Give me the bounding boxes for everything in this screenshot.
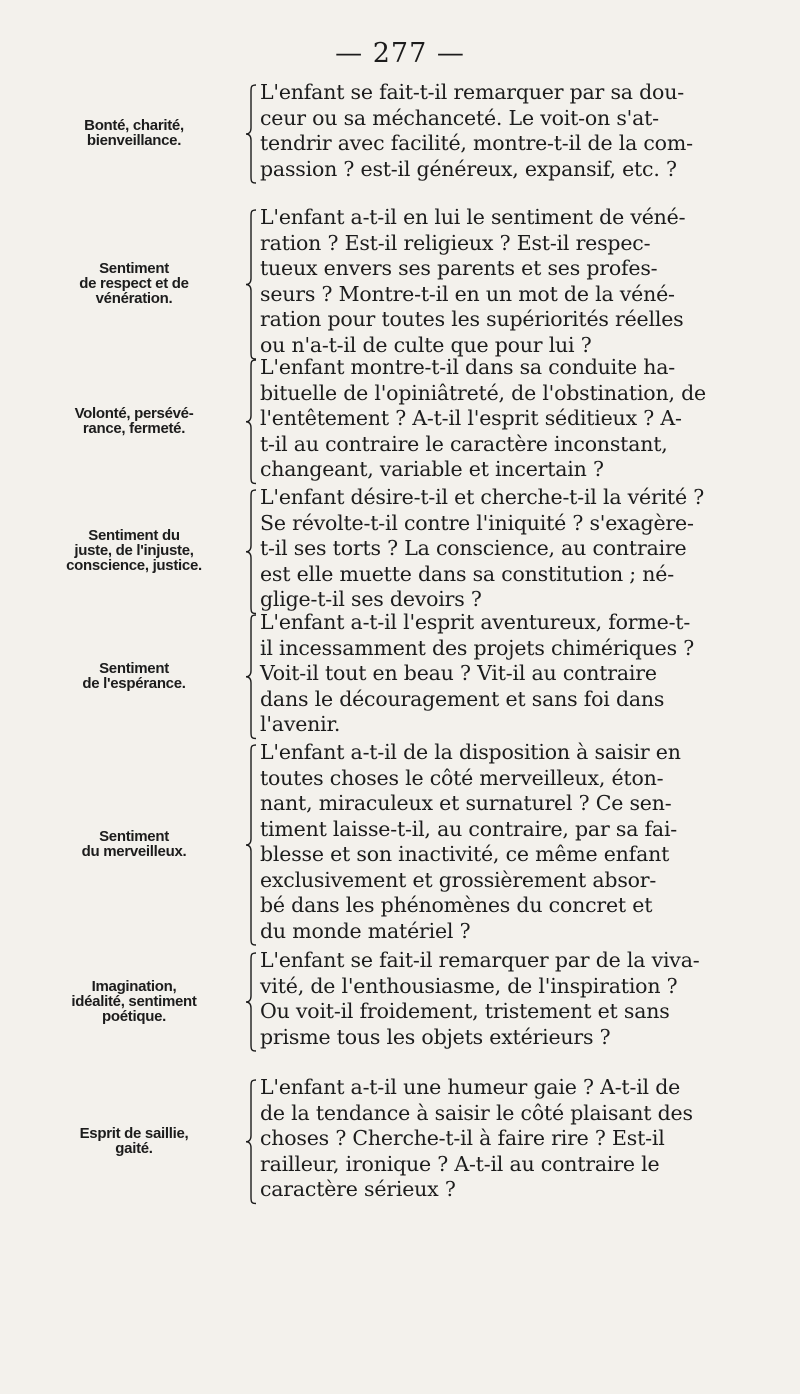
entry-text-line: timent laisse-t-il, au contraire, par sa fai- bbox=[260, 816, 678, 841]
entry-text-line: est elle muette dans sa constitution ; né- bbox=[260, 561, 674, 586]
entry-text-line: tendrir avec facilité, montre-t-il de la com- bbox=[260, 131, 693, 155]
entry-text-line: bé dans les phénomènes du concret et bbox=[260, 893, 653, 917]
entry bbox=[0, 80, 800, 182]
entry-text-line: nant, miraculeux et surnaturel ? Ce sen- bbox=[260, 791, 672, 815]
entry bbox=[0, 1075, 800, 1203]
entry-text-line: Voit-il tout en beau ? Vit-il au contraire bbox=[260, 661, 657, 685]
entry bbox=[0, 485, 800, 613]
entry-text-line: dans le découragement et sans foi dans bbox=[260, 686, 665, 711]
entry-text-line: du monde matériel ? bbox=[260, 918, 471, 943]
entry-label bbox=[40, 1126, 228, 1156]
entry-text-line: il incessamment des projets chimériques ? bbox=[260, 635, 695, 660]
entry-text-line: ou n'a-t-il de culte que pour lui ? bbox=[260, 332, 592, 357]
entry-label-line: Volonté, persévé- bbox=[74, 404, 194, 422]
entry-text bbox=[260, 610, 760, 738]
entry-text-line: L'enfant a-t-il une humeur gaie ? A-t-il de bbox=[260, 1075, 681, 1099]
entry-text-line: railleur, ironique ? A-t-il au contraire le bbox=[260, 1151, 660, 1176]
entry-text-line: l'entêtement ? A-t-il l'esprit séditieux ? A- bbox=[260, 406, 682, 430]
entry-label-line: gaité. bbox=[115, 1139, 153, 1157]
curly-brace-icon bbox=[244, 358, 258, 486]
entry-label bbox=[40, 829, 228, 859]
entry-text-line: blesse et son inactivité, ce même enfant bbox=[260, 842, 670, 866]
entry-label-line: Bonté, charité, bbox=[84, 117, 184, 134]
entry-text-line: ceur ou sa méchanceté. Le voit-on s'at- bbox=[260, 105, 659, 130]
entry bbox=[0, 205, 800, 358]
entry-label bbox=[40, 261, 228, 306]
page-number: — 277 — bbox=[335, 38, 465, 69]
entry-text-line: L'enfant se fait-t-il remarquer par sa dou- bbox=[260, 80, 684, 104]
entry-label-line: juste, de l'injuste, bbox=[74, 542, 194, 560]
entry-text bbox=[260, 485, 760, 613]
entry-label bbox=[40, 979, 228, 1024]
entry-label-line: bienveillance. bbox=[86, 132, 182, 149]
entry-text bbox=[260, 355, 760, 483]
entry-label-line: de respect et de bbox=[79, 275, 189, 292]
entry-label bbox=[40, 406, 228, 436]
entry-text bbox=[260, 80, 760, 182]
curly-brace-icon bbox=[244, 951, 258, 1053]
entry-label-line: vénération. bbox=[95, 290, 173, 307]
entry-text-line: bituelle de l'opiniâtreté, de l'obstination, de bbox=[260, 380, 706, 405]
entry-text-line: glige-t-il ses devoirs ? bbox=[260, 587, 482, 611]
entry-text-line: seurs ? Montre-t-il en un mot de la véné- bbox=[260, 281, 675, 306]
entry-text-line: l'avenir. bbox=[260, 712, 341, 736]
entry-text-line: t-il au contraire le caractère inconstant, bbox=[260, 431, 668, 456]
entry-label-line: Sentiment bbox=[99, 260, 169, 277]
entry-label-line: Sentiment bbox=[99, 659, 169, 677]
entry-text-line: exclusivement et grossièrement absor- bbox=[260, 867, 657, 892]
entry-label-line: de l'espérance. bbox=[82, 674, 186, 692]
entry-text-line: passion ? est-il généreux, expansif, etc. ? bbox=[260, 156, 677, 181]
curly-brace-icon bbox=[244, 1078, 258, 1206]
entry-text-line: Se révolte-t-il contre l'iniquité ? s'exagère- bbox=[260, 510, 694, 535]
entry-text-line: ration ? Est-il religieux ? Est-il respec- bbox=[260, 230, 651, 255]
entry-text-line: L'enfant a-t-il de la disposition à saisir en bbox=[260, 740, 681, 764]
entry-text-line: changeant, variable et incertain ? bbox=[260, 457, 604, 481]
entry-text bbox=[260, 740, 760, 944]
curly-brace-icon bbox=[244, 488, 258, 616]
entry-text-line: choses ? Cherche-t-il à faire rire ? Est-il bbox=[260, 1126, 665, 1150]
entry-text-line: vité, de l'enthousiasme, de l'inspiration ? bbox=[260, 973, 678, 998]
entry-text-line: L'enfant se fait-il remarquer par de la viva- bbox=[260, 948, 700, 972]
entry-text-line: L'enfant montre-t-il dans sa conduite ha- bbox=[260, 355, 676, 379]
entry-text-line: de la tendance à saisir le côté plaisant des bbox=[260, 1100, 693, 1125]
entry-label-line: idéalité, sentiment bbox=[71, 992, 197, 1010]
entry-text-line: tueux envers ses parents et ses profes- bbox=[260, 256, 658, 280]
entry bbox=[0, 610, 800, 738]
curly-brace-icon bbox=[244, 743, 258, 947]
entry-label-line: Imagination, bbox=[91, 977, 177, 995]
entry-label-line: du merveilleux. bbox=[81, 843, 187, 860]
entry-text-line: prisme tous les objets extérieurs ? bbox=[260, 1024, 611, 1049]
entry-text-line: toutes choses le côté merveilleux, éton- bbox=[260, 765, 664, 790]
entry-label-line: conscience, justice. bbox=[66, 557, 202, 575]
entry-label bbox=[40, 661, 228, 691]
entry-label-line: poétique. bbox=[102, 1007, 166, 1025]
entry bbox=[0, 948, 800, 1050]
entry-label bbox=[40, 118, 228, 148]
entry-label bbox=[40, 528, 228, 573]
entry-label-line: Esprit de saillie, bbox=[79, 1124, 189, 1142]
curly-brace-icon bbox=[244, 83, 258, 185]
entry-label-line: Sentiment bbox=[99, 828, 169, 845]
entry-text-line: t-il ses torts ? La conscience, au contraire bbox=[260, 536, 687, 560]
entry-text-line: caractère sérieux ? bbox=[260, 1177, 456, 1201]
curly-brace-icon bbox=[244, 208, 258, 361]
entry-text-line: L'enfant a-t-il en lui le sentiment de véné- bbox=[260, 205, 686, 229]
entry-label-line: rance, fermeté. bbox=[82, 419, 186, 437]
entry bbox=[0, 740, 800, 944]
entry-text bbox=[260, 948, 760, 1050]
entry-text-line: L'enfant a-t-il l'esprit aventureux, forme-t- bbox=[260, 610, 691, 634]
entry-text bbox=[260, 1075, 760, 1203]
entry-text bbox=[260, 205, 760, 358]
entry-text-line: L'enfant désire-t-il et cherche-t-il la vérité ? bbox=[260, 485, 705, 509]
curly-brace-icon bbox=[244, 613, 258, 741]
entry-text-line: ration pour toutes les supériorités réelles bbox=[260, 307, 684, 331]
entry-label-line: Sentiment du bbox=[88, 527, 180, 545]
entry bbox=[0, 355, 800, 483]
entry-text-line: Ou voit-il froidement, tristement et sans bbox=[260, 999, 670, 1023]
